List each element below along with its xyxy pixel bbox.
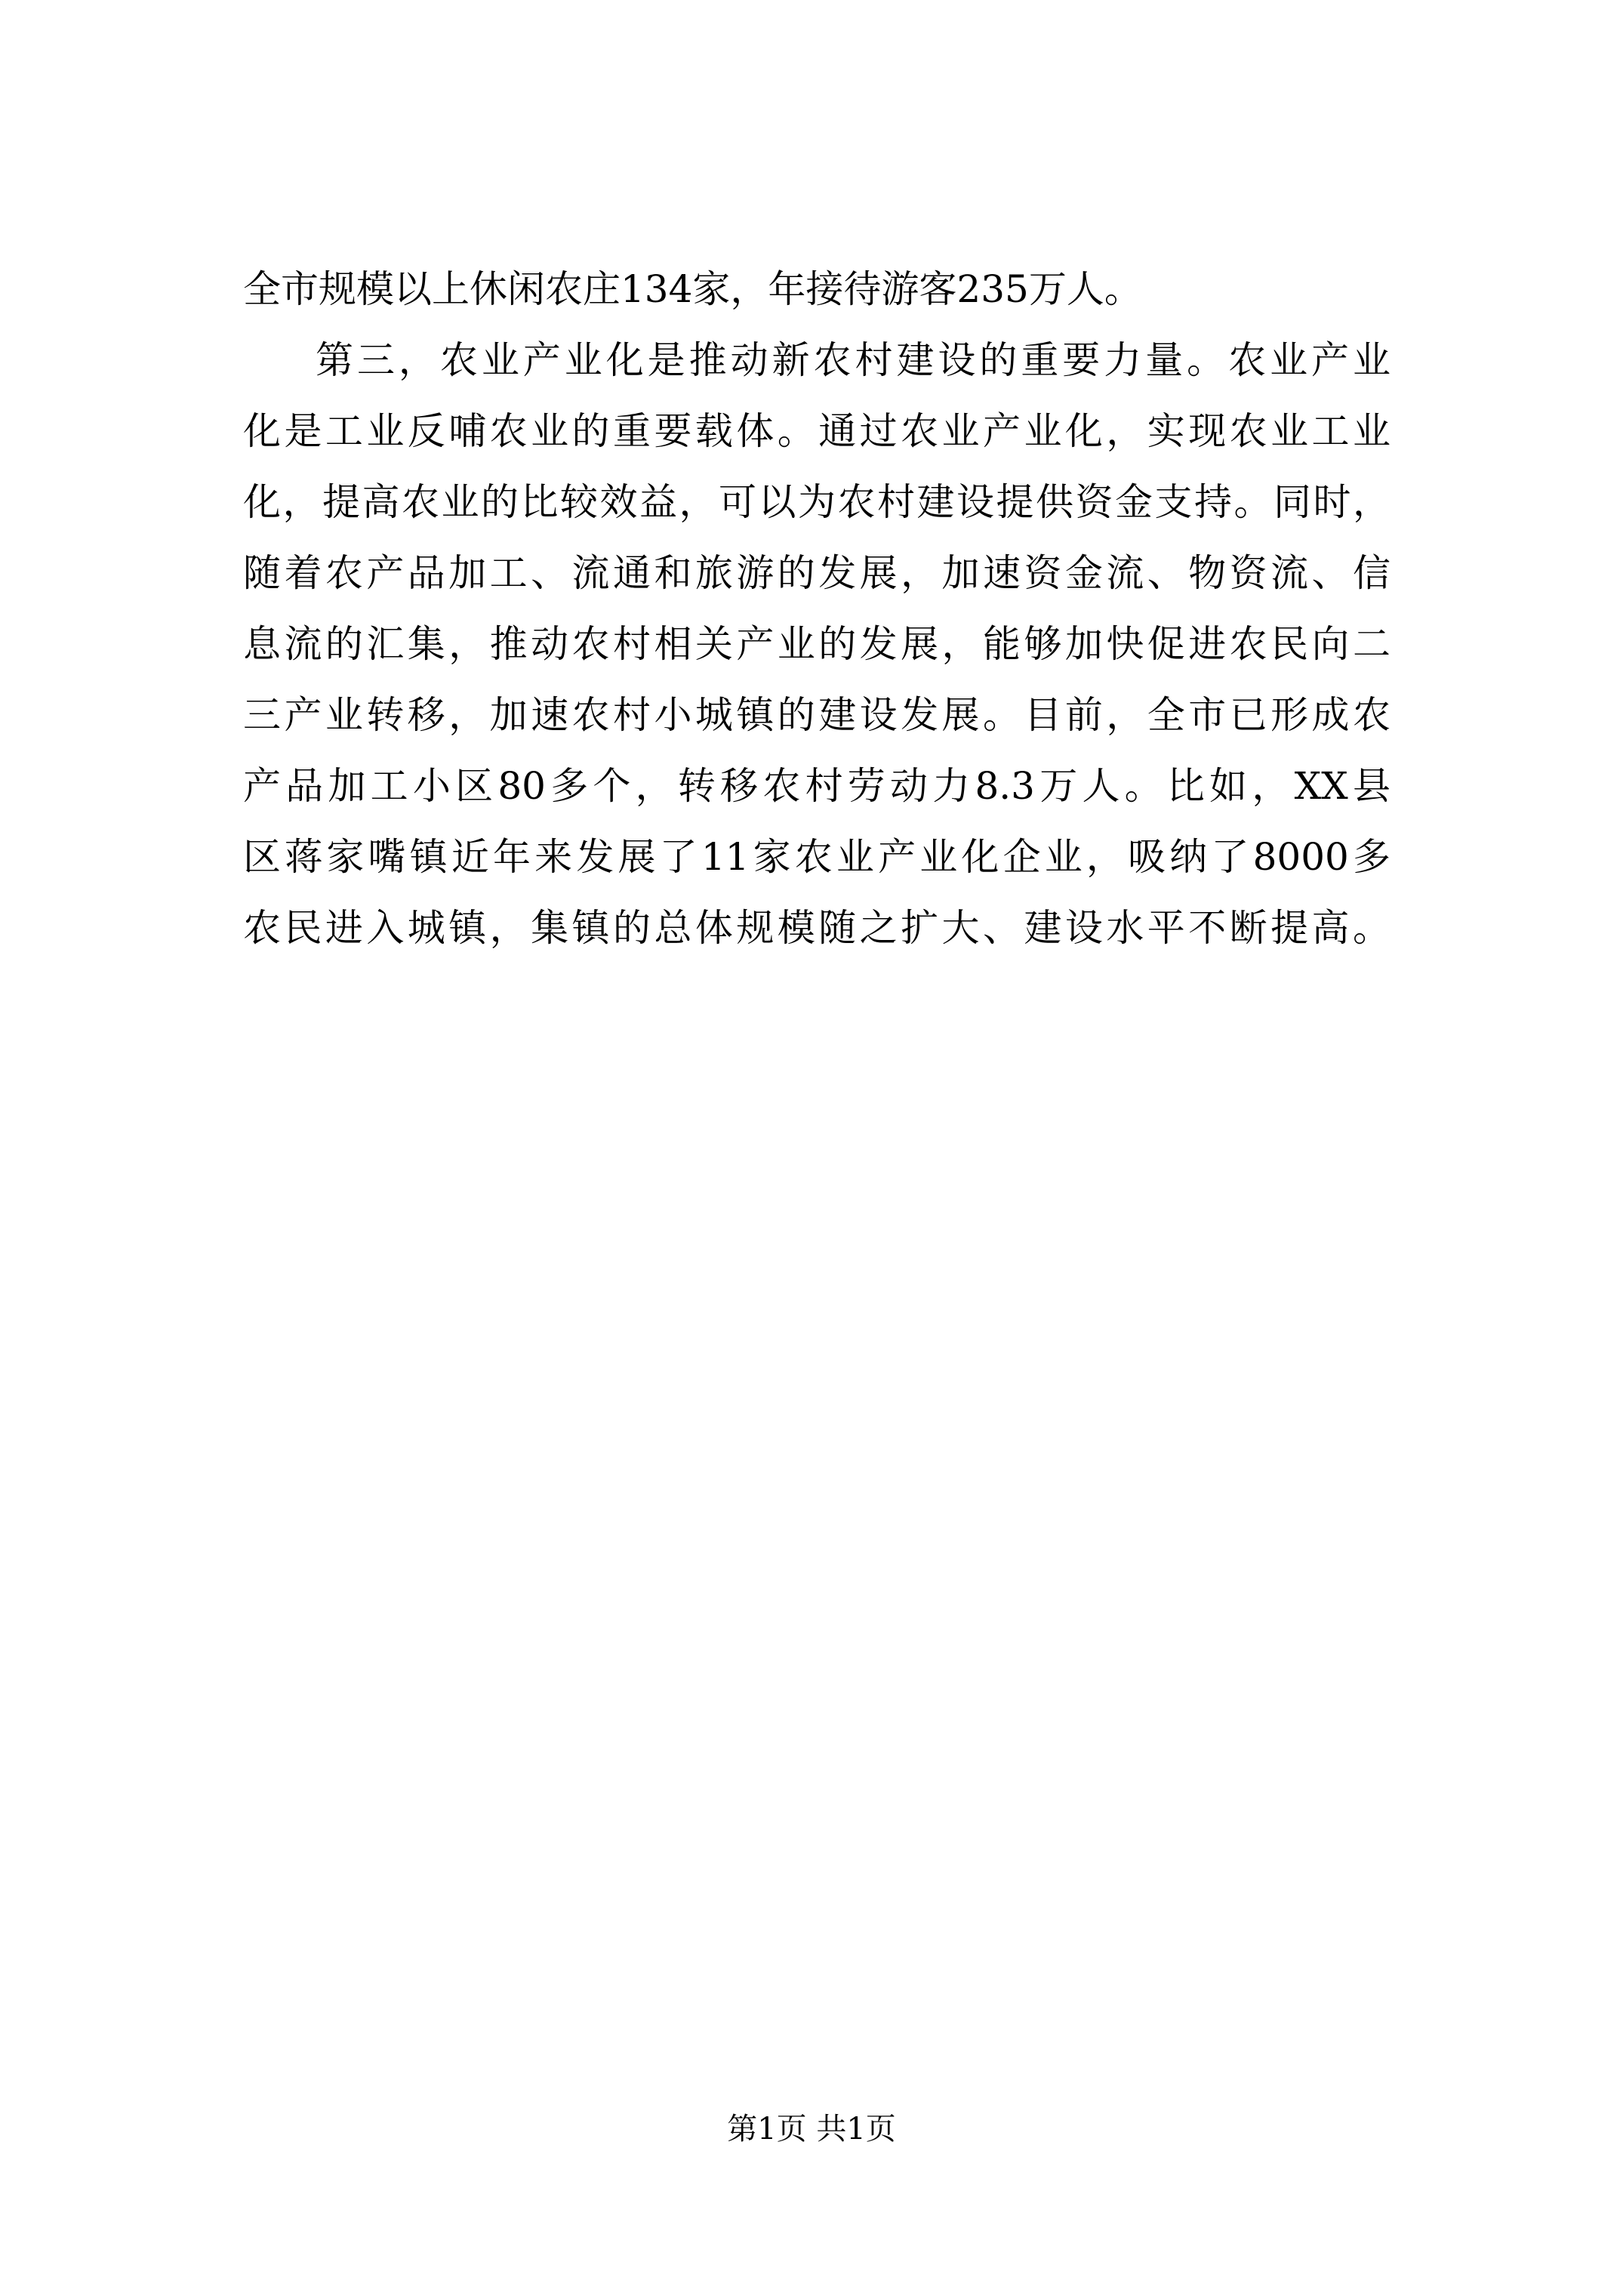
document-body <box>243 254 1390 963</box>
paragraph-line: 化，提高农业的比较效益，可以为农村建设提供资金支持。同时， <box>243 480 1390 524</box>
paragraph-line: 三产业转移，加速农村小城镇的建设发展。目前，全市已形成农 <box>243 693 1390 737</box>
paragraph-line: 第三，农业产业化是推动新农村建设的重要力量。农业产业 <box>316 338 1390 382</box>
paragraph-line: 全市规模以上休闲农庄134家，年接待游客235万人。 <box>243 267 1142 311</box>
paragraph-line: 息流的汇集，推动农村相关产业的发展，能够加快促进农民向二 <box>243 622 1390 666</box>
paragraph-line: 农民进入城镇，集镇的总体规模随之扩大、建设水平不断提高。 <box>243 906 1390 950</box>
paragraph-line: 化是工业反哺农业的重要载体。通过农业产业化，实现农业工业 <box>243 409 1390 453</box>
paragraph-line: 产品加工小区80多个，转移农村劳动力8.3万人。比如，XX县 <box>243 764 1390 808</box>
page-footer: 第1页 共1页 <box>727 2112 896 2147</box>
paragraph-line: 区蒋家嘴镇近年来发展了11家农业产业化企业，吸纳了8000多 <box>243 835 1390 879</box>
paragraph-line: 随着农产品加工、流通和旅游的发展，加速资金流、物资流、信 <box>243 551 1390 595</box>
